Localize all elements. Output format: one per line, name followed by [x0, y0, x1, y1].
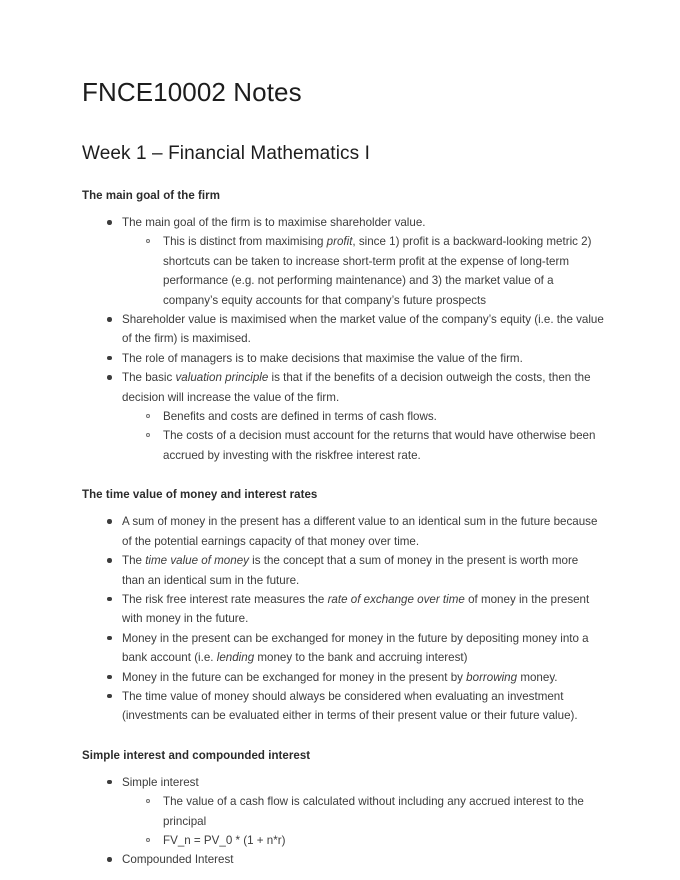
bullet-dot-icon: [107, 317, 112, 322]
bullet-dot-icon: [107, 694, 112, 699]
body-text: The costs of a decision must account for the returns that would have otherwise been accrued by investing with the riskfree interest rate.: [163, 429, 596, 462]
section-heading: The time value of money and interest rates: [82, 489, 318, 502]
list-item: [82, 368, 604, 465]
list-item: [82, 551, 604, 590]
body-text: , since 1) profit is a backward-looking metric 2) shortcuts can be taken to increase short-term profit at the expense of long-term performance (e.g. not performing maintenance) and 3) the market value of a company’s equity accounts for that company’s future prospects: [163, 235, 592, 307]
list-item: [82, 213, 604, 310]
body-text: is that if the benefits of a decision outweigh the costs, then the decision will increase the value of the firm.: [122, 371, 591, 404]
bullet-list: [82, 773, 604, 870]
bullet-circle-icon: [146, 414, 150, 418]
bullet-circle-icon: [146, 239, 150, 243]
document-content: [82, 76, 604, 870]
bullet-circle-icon: [146, 799, 150, 803]
bullet-dot-icon: [107, 780, 112, 785]
emphasised-text: borrowing: [466, 670, 518, 684]
bullet-dot-icon: [107, 597, 112, 602]
bullet-list: [82, 512, 604, 725]
body-text: Money in the future can be exchanged for money in the present by: [122, 670, 467, 684]
list-item: [82, 668, 604, 687]
section: [82, 487, 604, 725]
body-text: The role of managers is to make decisions that maximise the value of the firm.: [122, 351, 523, 365]
bullet-dot-icon: [107, 675, 112, 680]
section: [82, 748, 604, 870]
body-text: Compounded Interest: [122, 853, 234, 867]
body-text: FV_n = PV_0 * (1 + n*r): [163, 833, 286, 847]
body-text: of money in the present with money in the future.: [122, 592, 590, 626]
body-text: This is distinct from maximising: [163, 235, 327, 249]
list-item: [82, 590, 604, 629]
body-text: The value of a cash flow is calculated without including any accrued interest to the principal: [163, 795, 584, 828]
body-text: Money in the present can be exchanged for money in the future by depositing money into a bank account (i.e.: [122, 631, 589, 665]
sub-list-item: [122, 407, 604, 426]
body-text: Simple interest: [122, 775, 199, 789]
body-text: The basic: [122, 371, 176, 385]
bullet-dot-icon: [107, 519, 112, 524]
bullet-circle-icon: [146, 433, 150, 437]
body-text: The time value of money should always be considered when evaluating an investment (investments can be evaluated either in terms of their present value or their future value).: [122, 689, 578, 723]
bullet-dot-icon: [107, 636, 112, 641]
list-item: [82, 629, 604, 668]
body-text: is the concept that a sum of money in the present is worth more than an identical sum in the future.: [122, 554, 579, 587]
section-heading: The main goal of the firm: [82, 190, 220, 202]
list-item: [82, 687, 604, 726]
bullet-circle-icon: [146, 838, 150, 842]
body-text: Benefits and costs are defined in terms of cash flows.: [163, 410, 437, 424]
list-item: [82, 850, 604, 869]
sub-bullet-list: [122, 407, 604, 465]
sub-list-item: [122, 831, 604, 850]
emphasised-text: rate of exchange over time: [327, 592, 465, 606]
sub-list-item: [122, 232, 604, 310]
list-item: [82, 310, 604, 349]
list-item: [82, 349, 604, 368]
section: [82, 188, 604, 465]
sub-bullet-list: [122, 792, 604, 850]
bullet-dot-icon: [107, 220, 112, 225]
emphasised-text: profit: [326, 235, 353, 249]
page-title: FNCE10002 Notes: [82, 77, 302, 107]
section-heading: Simple interest and compounded interest: [82, 749, 311, 762]
bullet-dot-icon: [107, 558, 112, 563]
bullet-dot-icon: [107, 857, 112, 862]
list-item: [82, 512, 604, 551]
sub-bullet-list: [122, 232, 604, 310]
body-text: money.: [517, 670, 558, 684]
bullet-list: [82, 213, 604, 465]
body-text: A sum of money in the present has a different value to an identical sum in the future because of the potential earnings capacity of that money over time.: [122, 515, 598, 548]
body-text: Shareholder value is maximised when the market value of the company’s equity (i.e. the value of the firm) is maximised.: [122, 313, 604, 346]
sections-container: [82, 188, 604, 870]
emphasised-text: time value of money: [145, 554, 249, 568]
bullet-dot-icon: [107, 375, 112, 380]
body-text: The: [122, 554, 146, 568]
sub-list-item: [122, 792, 604, 831]
document-subtitle: Week 1 – Financial Mathematics I: [82, 143, 370, 164]
bullet-dot-icon: [107, 356, 112, 361]
body-text: The main goal of the firm is to maximise shareholder value.: [122, 216, 426, 229]
body-text: money to the bank and accruing interest): [254, 651, 468, 665]
body-text: The risk free interest rate measures the: [122, 592, 328, 606]
emphasised-text: valuation principle: [175, 371, 269, 385]
emphasised-text: lending: [216, 651, 255, 665]
list-item: [82, 773, 604, 851]
sub-list-item: [122, 426, 604, 465]
